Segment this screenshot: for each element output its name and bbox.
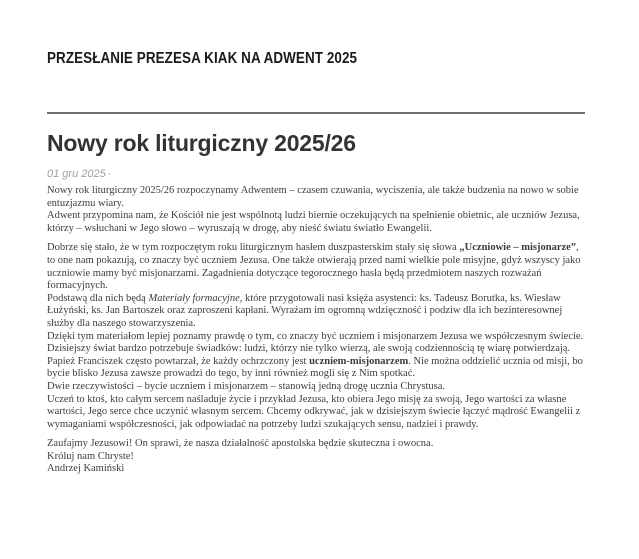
text-run: . Nie można oddzielić ucznia od misji, bo bycie blisko Jezusa zawsze prowadzi do tego, by inni również mogli się z Nim spotkać. [47, 355, 583, 380]
text-run: Zaufajmy Jezusowi! On sprawi, że nasza działalność apostolska będzie skuteczna i owocna. [47, 438, 434, 450]
text-run: Adwent przypomina nam, że Kościół nie jest wspólnotą ludzi biernie oczekujących na spełnienie obietnic, ale uczniów Jezusa, którzy – wsłuchani w Jego słowo – wyruszają w drogę, aby nieść światu światło Ewangelii. [47, 210, 580, 234]
emphasis-bold: uczniem-misjonarzem [309, 355, 409, 367]
article-date: 01 gru 2025 [47, 168, 106, 180]
text-run: , to one nam pokazują, co znaczy być uczniem Jezusa. One także otwierają przed nami wielkie pole misyjne, gdyż wszyscy jako uczniowie mamy być misjonarzami. Zagadnienia dotyczące tegorocznego hasła będą przedmiotem naszych rozważań formacyjnych. [47, 242, 581, 292]
paragraph [47, 438, 585, 476]
article-meta [47, 168, 585, 180]
paragraph [47, 185, 585, 235]
text-run: Uczeń to ktoś, kto całym sercem naśladuje życie i przykład Jezusa, kto obiera Jego misję za swoją, Jego wartości za własne wartości, Jego serce chce uczynić własnym sercem. Chcemy odkrywać, jak w dzisiejszym świecie łączyć mądrość Ewangelii z wymaganiami współczesności, jak odpowiadać na potrzeby ludzi szukających sensu, nadziei i prawdy. [47, 393, 581, 430]
page-kicker: PRZESŁANIE PREZESA KIAK NA ADWENT 2025 [47, 50, 358, 67]
text-run: które przygotowali nasi księża asystenci: ks. Tadeusz Borutka, ks. Wiesław Łużyński, ks. Jan Bartoszek oraz zaproszeni kapłani. Wyrażam im ogromną wdzięczność i podziw dla ich bezinteresownej służby dla naszego stowarzyszenia. [47, 292, 563, 329]
text-run: Dwie rzeczywistości – bycie uczniem i misjonarzem – stanowią jedną drogę ucznia Chrystusa. [47, 380, 445, 392]
date-separator: · [107, 168, 112, 180]
text-run: Dzięki tym materiałom lepiej poznamy prawdę o tym, co znaczy być uczniem i misjonarzem Jezusa we współczesnym świecie. [47, 330, 584, 342]
emphasis-bold: „Uczniowie – misjonarze” [459, 242, 577, 254]
article [47, 130, 585, 476]
article-body [47, 185, 585, 476]
emphasis-italic: Materiały formacyjne, [148, 292, 243, 304]
article-title: Nowy rok liturgiczny 2025/26 [47, 130, 356, 156]
text-run: Dzisiejszy świat bardzo potrzebuje świadków: ludzi, którzy nie tylko wierzą, ale swoją codziennością tę wiarę potwierdzają. Papież Franciszek często powtarzał, że każdy ochrzczony jest [47, 343, 571, 367]
paragraph [47, 242, 585, 431]
text-run: Króluj nam Chryste! [47, 450, 134, 462]
text-run: Andrzej Kamiński [47, 463, 125, 475]
text-run: Podstawą dla nich będą [47, 292, 149, 304]
text-run: Nowy rok liturgiczny 2025/26 rozpoczynamy Adwentem – czasem czuwania, wyciszenia, ale także budzenia na nowo w sobie entuzjazmu wiary. [47, 185, 579, 209]
text-run: Dobrze się stało, że w tym rozpoczętym roku liturgicznym hasłem duszpasterskim stały się słowa [47, 242, 460, 254]
header-divider [47, 112, 585, 114]
